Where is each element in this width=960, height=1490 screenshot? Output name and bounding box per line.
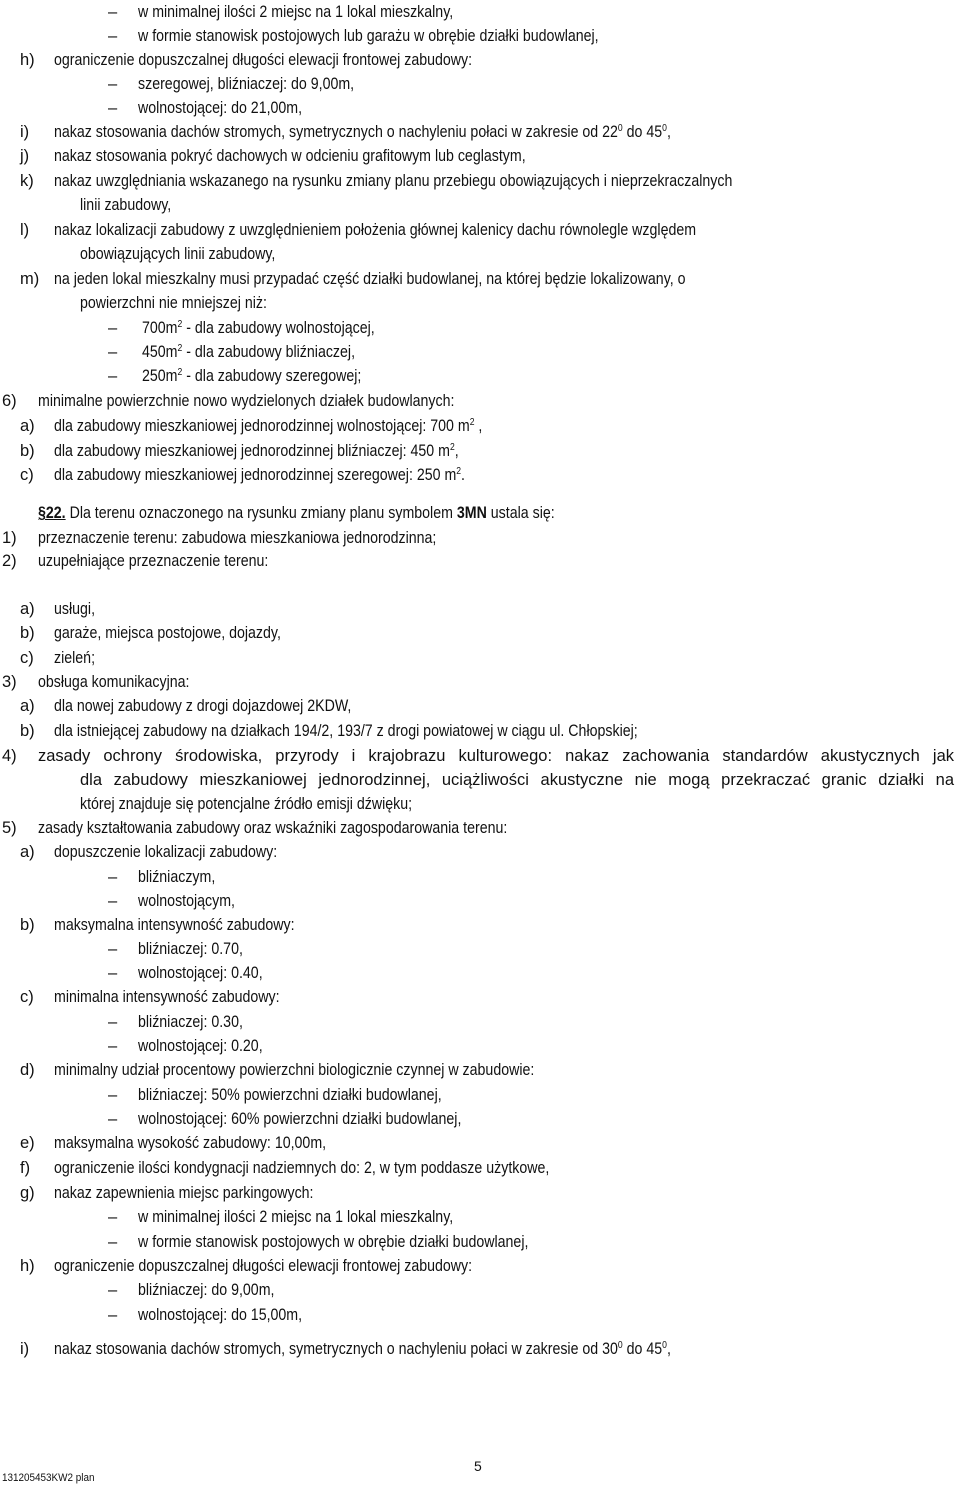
text-run: , xyxy=(454,442,459,460)
list-marker: c) xyxy=(20,988,34,1006)
list-marker: f) xyxy=(20,1159,31,1177)
line-text xyxy=(138,1034,283,1058)
bullet-dash: – xyxy=(108,3,118,21)
list-marker: m) xyxy=(20,270,40,288)
text-run: minimalna intensywność zabudowy: xyxy=(54,988,280,1006)
list-marker: b) xyxy=(20,722,35,740)
line-text xyxy=(80,291,297,315)
line-text xyxy=(54,694,400,718)
superscript: 2 xyxy=(177,367,183,378)
page-number: 5 xyxy=(474,1458,482,1474)
text-run: w minimalnej ilości 2 miejsc na 1 lokal mieszkalny, xyxy=(138,3,454,21)
line-text xyxy=(138,1010,260,1034)
document-line xyxy=(0,937,960,961)
document-line xyxy=(0,1107,960,1131)
line-text xyxy=(138,1303,329,1327)
document-line xyxy=(0,169,960,193)
text-run: linii zabudowy, xyxy=(80,196,172,214)
text-run: obsługa komunikacyjna: xyxy=(38,673,190,691)
bullet-dash: – xyxy=(108,75,118,93)
text-run: przeznaczenie terenu: zabudowa mieszkaniowa jednorodzinna; xyxy=(38,529,437,547)
line-text xyxy=(142,340,390,364)
list-marker: h) xyxy=(20,51,35,69)
line-text xyxy=(54,120,771,144)
text-run: której znajduje się potencjalne źródło emisji dźwięku; xyxy=(80,795,413,813)
list-marker: 4) xyxy=(2,747,17,765)
line-text xyxy=(54,913,334,937)
line-text xyxy=(38,816,584,840)
line-text xyxy=(138,961,283,985)
line-text xyxy=(54,414,552,438)
document-line xyxy=(0,340,960,364)
line-text xyxy=(138,937,260,961)
text-run: w formie stanowisk postojowych w obrębie działki budowlanej, xyxy=(138,1233,529,1251)
document-line xyxy=(0,1205,960,1229)
bullet-dash: – xyxy=(108,964,118,982)
line-text xyxy=(138,72,389,96)
document-line xyxy=(0,768,960,792)
document-line xyxy=(0,48,960,72)
document-line xyxy=(0,72,960,96)
document-line xyxy=(0,840,960,864)
superscript: 0 xyxy=(662,1340,667,1351)
bullet-dash: – xyxy=(108,1110,118,1128)
line-text xyxy=(138,0,504,24)
bullet-dash: – xyxy=(108,1037,118,1055)
list-marker: 5) xyxy=(2,819,17,837)
text-run: ograniczenie dopuszczalnej długości elewacji frontowej zabudowy: xyxy=(54,51,473,69)
superscript: 0 xyxy=(617,1340,623,1351)
text-run: zieleń; xyxy=(54,649,96,667)
text-run: 250m xyxy=(142,367,178,385)
zone-code: 3MN xyxy=(456,504,487,522)
text-run: powierzchni nie mniejszej niż: xyxy=(80,294,267,312)
list-marker: h) xyxy=(20,1257,35,1275)
text-run: w formie stanowisk postojowych lub garażu w obrębie działki budowlanej, xyxy=(138,27,599,45)
bullet-dash: – xyxy=(108,1281,118,1299)
bullet-dash: – xyxy=(108,319,118,337)
line-text xyxy=(54,267,788,291)
list-marker: d) xyxy=(20,1061,35,1079)
text-run: bliźniaczym, xyxy=(138,868,216,886)
document-line xyxy=(0,670,960,694)
document-line xyxy=(0,1230,960,1254)
document-line xyxy=(0,719,960,743)
document-line xyxy=(0,218,960,242)
text-run: garaże, miejsca postojowe, dojazdy, xyxy=(54,624,281,642)
document-line xyxy=(0,792,960,816)
text-run: minimalny udział procentowy powierzchni biologicznie czynnej w zabudowie: xyxy=(54,1061,535,1079)
text-run: dla zabudowy mieszkaniowej jednorodzinnej wolnostojącej: 700 m xyxy=(54,417,470,435)
text-run: bliźniaczej: 50% powierzchni działki budowlanej, xyxy=(138,1086,442,1104)
text-run: nakaz stosowania dachów stromych, symetrycznych o nachyleniu połaci w zakresie od 30 xyxy=(54,1340,618,1358)
text-run: dopuszczenie lokalizacji zabudowy: xyxy=(54,843,278,861)
line-text xyxy=(138,24,674,48)
text-run: bliźniaczej: do 9,00m, xyxy=(138,1281,275,1299)
line-text xyxy=(80,792,466,816)
line-text xyxy=(54,1131,370,1155)
line-text xyxy=(38,526,501,550)
bullet-dash: – xyxy=(108,1013,118,1031)
document-line xyxy=(0,1278,960,1302)
text-run: - dla zabudowy szeregowej; xyxy=(182,367,362,385)
list-marker: c) xyxy=(20,649,34,667)
line-text xyxy=(54,621,318,645)
line-text xyxy=(38,670,214,694)
paragraph-symbol: §22. xyxy=(38,504,66,522)
document-line xyxy=(0,291,960,315)
text-run: wolnostojącym, xyxy=(138,892,236,910)
bullet-dash: – xyxy=(108,1086,118,1104)
bullet-dash: – xyxy=(108,1306,118,1324)
text-run: dla zabudowy mieszkaniowej jednorodzinnej szeregowej: 250 m xyxy=(54,466,457,484)
text-run: - dla zabudowy wolnostojącej, xyxy=(182,319,375,337)
document-line xyxy=(0,439,960,463)
text-run: w minimalnej ilości 2 miejsc na 1 lokal mieszkalny, xyxy=(138,1208,454,1226)
list-marker: 1) xyxy=(2,529,17,547)
line-text xyxy=(142,364,397,388)
text-run: wolnostojącej: 60% powierzchni działki budowlanej, xyxy=(138,1110,462,1128)
document-line xyxy=(0,242,960,266)
text-run: . xyxy=(461,466,466,484)
document-line xyxy=(0,1034,960,1058)
text-run: 450m xyxy=(142,343,178,361)
document-line xyxy=(0,1083,960,1107)
list-marker: b) xyxy=(20,442,35,460)
text-run: ograniczenie dopuszczalnej długości elewacji frontowej zabudowy: xyxy=(54,1257,473,1275)
text-run: minimalne powierzchnie nowo wydzielonych działek budowlanych: xyxy=(38,392,455,410)
text-run: zasady kształtowania zabudowy oraz wskaźniki zagospodarowania terenu: xyxy=(38,819,508,837)
superscript: 2 xyxy=(177,319,183,330)
list-marker: g) xyxy=(20,1184,35,1202)
document-line xyxy=(0,96,960,120)
bullet-dash: – xyxy=(108,892,118,910)
text-run: wolnostojącej: 0.40, xyxy=(138,964,263,982)
line-text xyxy=(54,597,102,621)
line-text xyxy=(54,985,316,1009)
document-line xyxy=(0,694,960,718)
line-text xyxy=(54,646,102,670)
text-run: wolnostojącej: do 21,00m, xyxy=(138,99,303,117)
document-line xyxy=(0,1337,960,1361)
text-run: nakaz zapewnienia miejsc parkingowych: xyxy=(54,1184,314,1202)
list-marker: i) xyxy=(20,123,30,141)
list-marker: 2) xyxy=(2,552,17,570)
document-line xyxy=(0,120,960,144)
text-run: dla istniejącej zabudowy na działkach 194/2, 193/7 z drogi powiatowej w ciągu ul. Chłopskiej; xyxy=(54,722,638,740)
line-text xyxy=(138,1083,491,1107)
text-run: ograniczenie ilości kondygnacji nadziemnych do: 2, w tym poddasze użytkowe, xyxy=(54,1159,550,1177)
document-line xyxy=(0,526,960,550)
text-run: maksymalna wysokość zabudowy: 10,00m, xyxy=(54,1134,327,1152)
text-run: zasady ochrony środowiska, przyrody i krajobrazu kulturowego: nakaz zachowania standardów akustycznych jak xyxy=(38,747,954,765)
text-run: dla nowej zabudowy z drogi dojazdowej 2KDW, xyxy=(54,697,352,715)
text-run: bliźniaczej: 0.70, xyxy=(138,940,243,958)
text-run: bliźniaczej: 0.30, xyxy=(138,1013,243,1031)
line-text xyxy=(80,193,186,217)
line-text xyxy=(38,744,954,768)
list-marker: 6) xyxy=(2,392,17,410)
document-line xyxy=(0,961,960,985)
superscript: 2 xyxy=(177,343,183,354)
document-line xyxy=(0,414,960,438)
bullet-dash: – xyxy=(108,1233,118,1251)
document-line xyxy=(0,1181,960,1205)
line-text xyxy=(54,840,314,864)
line-text xyxy=(38,389,522,413)
list-marker: a) xyxy=(20,843,35,861)
text-run: wolnostojącej: 0.20, xyxy=(138,1037,263,1055)
document-line xyxy=(0,1010,960,1034)
document-id: 131205453KW2 plan xyxy=(2,1472,95,1484)
document-line xyxy=(0,889,960,913)
superscript: 0 xyxy=(617,123,623,134)
text-run: nakaz stosowania pokryć dachowych w odcieniu grafitowym lub ceglastym, xyxy=(54,147,526,165)
document-line xyxy=(0,646,960,670)
list-marker: e) xyxy=(20,1134,35,1152)
line-text xyxy=(54,144,602,168)
document-line xyxy=(0,144,960,168)
text-run: do 45 xyxy=(622,123,663,141)
list-marker: 3) xyxy=(2,673,17,691)
text-run: usługi, xyxy=(54,600,96,618)
superscript: 2 xyxy=(469,417,475,428)
superscript: 0 xyxy=(662,123,667,134)
list-marker: b) xyxy=(20,916,35,934)
document-line xyxy=(0,816,960,840)
document-line xyxy=(0,985,960,1009)
line-text xyxy=(138,96,329,120)
line-text xyxy=(54,1337,771,1361)
bullet-dash: – xyxy=(108,1208,118,1226)
list-marker: k) xyxy=(20,172,34,190)
document-line xyxy=(0,1058,960,1082)
paragraph-intro: Dla terenu oznaczonego na rysunku zmiany planu symbolem xyxy=(69,504,453,522)
line-text xyxy=(54,463,532,487)
line-text xyxy=(54,719,733,743)
document-line xyxy=(0,0,960,24)
line-text xyxy=(138,865,228,889)
bullet-dash: – xyxy=(108,343,118,361)
superscript: 2 xyxy=(456,466,462,477)
list-marker: a) xyxy=(20,417,35,435)
document-line xyxy=(0,1156,960,1180)
text-run: 700m xyxy=(142,319,178,337)
paragraph-heading xyxy=(0,501,960,525)
line-text xyxy=(80,242,307,266)
line-text xyxy=(54,439,525,463)
bullet-dash: – xyxy=(108,940,118,958)
document-line xyxy=(0,24,960,48)
text-run: do 45 xyxy=(622,1340,663,1358)
bullet-dash: – xyxy=(108,367,118,385)
document-line xyxy=(0,389,960,413)
paragraph-intro-end: ustala się: xyxy=(490,504,555,522)
line-text xyxy=(54,48,540,72)
text-run: maksymalna intensywność zabudowy: xyxy=(54,916,295,934)
line-text xyxy=(138,1205,504,1229)
text-run: nakaz uwzględniania wskazanego na rysunku zmiany planu przebiegu obowiązujących i nieprzekraczalnych xyxy=(54,172,733,190)
list-marker: b) xyxy=(20,624,35,642)
document-line xyxy=(0,1254,960,1278)
list-marker: i) xyxy=(20,1340,30,1358)
text-run: , xyxy=(474,417,483,435)
text-run: obowiązujących linii zabudowy, xyxy=(80,245,276,263)
line-text xyxy=(54,1181,356,1205)
line-text xyxy=(54,218,801,242)
list-marker: a) xyxy=(20,600,35,618)
document-line xyxy=(0,193,960,217)
text-run: nakaz stosowania dachów stromych, symetrycznych o nachyleniu połaci w zakresie od 22 xyxy=(54,123,618,141)
document-line xyxy=(0,597,960,621)
line-text xyxy=(54,1254,540,1278)
document-line xyxy=(0,865,960,889)
document-line xyxy=(0,364,960,388)
superscript: 2 xyxy=(449,442,455,453)
text-run: szeregowej, bliźniaczej: do 9,00m, xyxy=(138,75,355,93)
text-run: nakaz lokalizacji zabudowy z uwzględnieniem położenia głównej kalenicy dachu równolegle względem xyxy=(54,221,697,239)
document-line xyxy=(0,621,960,645)
document-line xyxy=(0,1131,960,1155)
text-run: wolnostojącej: do 15,00m, xyxy=(138,1306,303,1324)
line-text xyxy=(80,768,954,792)
line-text xyxy=(54,1058,613,1082)
document-line xyxy=(0,549,960,573)
list-marker: l) xyxy=(20,221,30,239)
line-text xyxy=(138,889,251,913)
line-text xyxy=(38,549,306,573)
bullet-dash: – xyxy=(108,99,118,117)
list-marker: a) xyxy=(20,697,35,715)
line-text xyxy=(142,316,413,340)
list-marker: c) xyxy=(20,466,34,484)
text-run: , xyxy=(666,123,671,141)
document-line xyxy=(0,1303,960,1327)
document-line xyxy=(0,267,960,291)
line-text xyxy=(54,1156,630,1180)
text-run: na jeden lokal mieszkalny musi przypadać część działki budowlanej, na której będzie lokalizowany, o xyxy=(54,270,686,288)
text-run: uzupełniające przeznaczenie terenu: xyxy=(38,552,269,570)
document-line xyxy=(0,913,960,937)
list-marker: j) xyxy=(20,147,30,165)
document-line xyxy=(0,463,960,487)
line-text xyxy=(138,1107,514,1131)
bullet-dash: – xyxy=(108,27,118,45)
line-text xyxy=(54,169,843,193)
text-run: , xyxy=(666,1340,671,1358)
text-run: - dla zabudowy bliźniaczej, xyxy=(182,343,356,361)
document-line xyxy=(0,316,960,340)
text-run: dla zabudowy mieszkaniowej jednorodzinnej bliźniaczej: 450 m xyxy=(54,442,450,460)
text-run: dla zabudowy mieszkaniowej jednorodzinnej, uciążliwości akustyczne nie mogą przekraczać granic działki na xyxy=(80,771,954,789)
line-text xyxy=(138,1230,592,1254)
line-text xyxy=(138,1278,297,1302)
bullet-dash: – xyxy=(108,868,118,886)
document-line xyxy=(0,744,960,768)
